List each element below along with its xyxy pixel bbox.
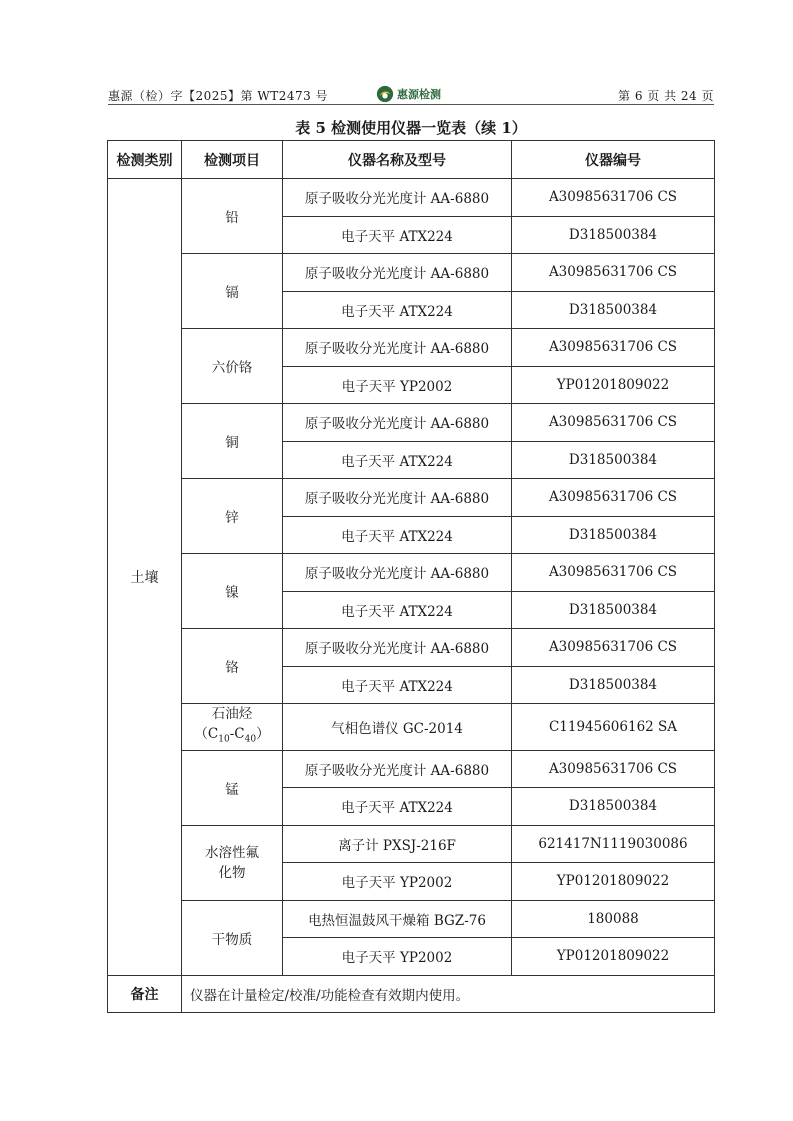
column-header-item: 检测项目 (182, 141, 283, 179)
instrument-id-cell: 180088 (512, 900, 715, 938)
instrument-id-cell: A30985631706 CS (512, 554, 715, 592)
item-cell: 铬 (182, 629, 283, 704)
logo-text: 惠源检测 (397, 87, 441, 101)
item-cell (182, 825, 283, 900)
page-header (108, 84, 714, 104)
table-row (108, 554, 715, 592)
table-row (108, 479, 715, 517)
table-row (108, 404, 715, 442)
remark-row (108, 975, 715, 1013)
instrument-id-cell: A30985631706 CS (512, 479, 715, 517)
item-carbon-range: $(C_{10}-C_{40})$ (194, 726, 270, 745)
table-title: 表 5 检测使用仪器一览表（续 1） (295, 119, 527, 137)
instrument-id-cell: YP01201809022 (512, 938, 715, 976)
instrument-id-cell: A30985631706 CS (512, 179, 715, 217)
item-cell: 锰 (182, 750, 283, 825)
column-header-category: 检测类别 (108, 141, 182, 179)
table-row (108, 254, 715, 292)
instrument-name-cell: 电子天平 YP2002 (283, 863, 512, 901)
logo-mark-icon (376, 85, 394, 103)
instrument-name-cell: 电子天平 YP2002 (283, 366, 512, 404)
table-row (108, 704, 715, 751)
item-name: 水溶性氟 (205, 844, 259, 861)
instrument-name-cell: 电热恒温鼓风干燥箱 BGZ-76 (283, 900, 512, 938)
instrument-name-cell: 原子吸收分光光度计 AA-6880 (283, 329, 512, 367)
instrument-id-cell: YP01201809022 (512, 366, 715, 404)
item-name: 石油烃 (211, 706, 253, 722)
instrument-name-cell: 原子吸收分光光度计 AA-6880 (283, 554, 512, 592)
table-row (108, 900, 715, 938)
instrument-id-cell: 621417N1119030086 (512, 825, 715, 863)
instrument-id-cell: D318500384 (512, 591, 715, 629)
instrument-name-cell: 电子天平 ATX224 (283, 291, 512, 329)
instrument-id-cell: D318500384 (512, 291, 715, 329)
item-cell: 铅 (182, 179, 283, 254)
table-row (108, 329, 715, 367)
instrument-name-cell: 电子天平 ATX224 (283, 788, 512, 826)
instrument-name-cell: 原子吸收分光光度计 AA-6880 (283, 629, 512, 667)
instrument-id-cell: D318500384 (512, 788, 715, 826)
instrument-name-cell: 电子天平 ATX224 (283, 591, 512, 629)
category-cell: 土壤 (108, 179, 182, 976)
instrument-name-cell: 电子天平 YP2002 (283, 938, 512, 976)
instrument-id-cell: A30985631706 CS (512, 750, 715, 788)
instrument-name-cell: 原子吸收分光光度计 AA-6880 (283, 479, 512, 517)
instrument-id-cell: D318500384 (512, 666, 715, 704)
table-row (108, 629, 715, 667)
instrument-name-cell: 电子天平 ATX224 (283, 666, 512, 704)
instrument-id-cell: D318500384 (512, 216, 715, 254)
item-cell: 镍 (182, 554, 283, 629)
instrument-id-cell: A30985631706 CS (512, 404, 715, 442)
item-cell: 铜 (182, 404, 283, 479)
table-row (108, 179, 715, 217)
instrument-name-cell: 原子吸收分光光度计 AA-6880 (283, 750, 512, 788)
item-cell: 锌 (182, 479, 283, 554)
item-name-line2: 化物 (218, 864, 246, 881)
instrument-name-cell: 气相色谱仪 GC-2014 (283, 704, 512, 751)
page-info: 第 6 页 共 24 页 (618, 89, 714, 103)
instrument-name-cell: 原子吸收分光光度计 AA-6880 (283, 179, 512, 217)
column-header-instrument-id: 仪器编号 (512, 141, 715, 179)
instrument-name-cell: 电子天平 ATX224 (283, 516, 512, 554)
item-cell: 镉 (182, 254, 283, 329)
instrument-id-cell: A30985631706 CS (512, 629, 715, 667)
company-logo (376, 84, 441, 104)
header-divider (108, 104, 714, 105)
instrument-name-cell: 原子吸收分光光度计 AA-6880 (283, 404, 512, 442)
item-cell: 六价铬 (182, 329, 283, 404)
instrument-id-cell: A30985631706 CS (512, 254, 715, 292)
instrument-id-cell: A30985631706 CS (512, 329, 715, 367)
instrument-id-cell: D318500384 (512, 516, 715, 554)
instrument-id-cell: YP01201809022 (512, 863, 715, 901)
item-cell (182, 704, 283, 751)
column-header-instrument-name: 仪器名称及型号 (283, 141, 512, 179)
table-row (108, 750, 715, 788)
remark-text: 仪器在计量检定/校准/功能检查有效期内使用。 (182, 975, 715, 1013)
instrument-name-cell: 原子吸收分光光度计 AA-6880 (283, 254, 512, 292)
instrument-table (107, 140, 715, 1013)
instrument-id-cell: C11945606162 SA (512, 704, 715, 751)
instrument-id-cell: D318500384 (512, 441, 715, 479)
report-number: 惠源（检）字【2025】第 WT2473 号 (108, 89, 329, 103)
table-header-row (108, 141, 715, 179)
item-cell: 干物质 (182, 900, 283, 975)
instrument-name-cell: 离子计 PXSJ-216F (283, 825, 512, 863)
instrument-name-cell: 电子天平 ATX224 (283, 216, 512, 254)
remark-label: 备注 (108, 975, 182, 1013)
table-row (108, 825, 715, 863)
instrument-name-cell: 电子天平 ATX224 (283, 441, 512, 479)
